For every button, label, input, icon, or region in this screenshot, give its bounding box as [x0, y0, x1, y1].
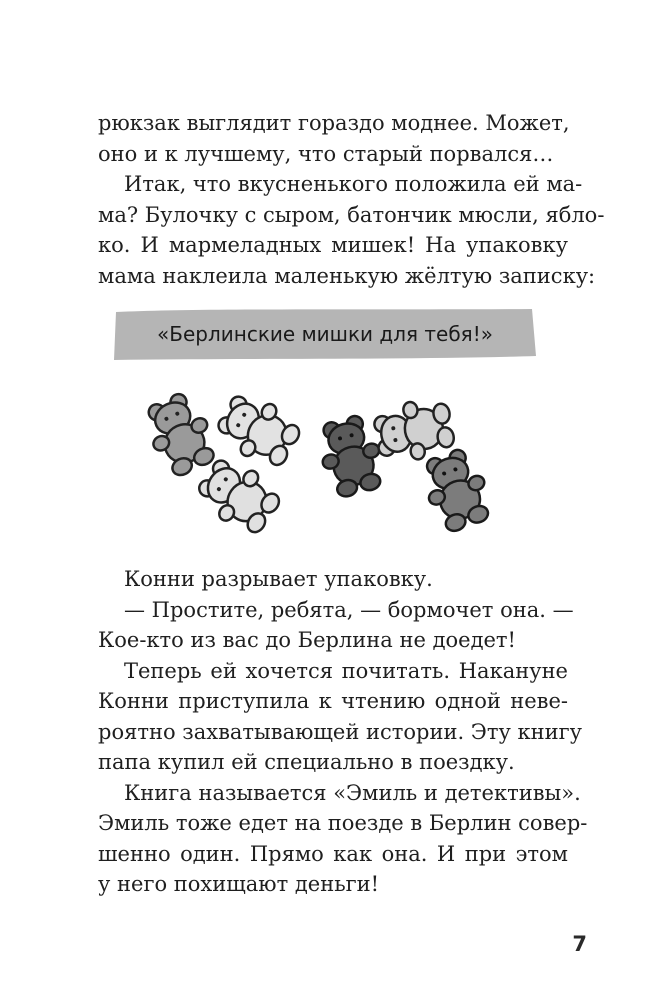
- text-line: Эмиль тоже едет на поезде в Берлин совер-: [98, 811, 588, 835]
- paragraph: [98, 169, 605, 291]
- text-line: рюкзак выглядит гораздо моднее. Может,: [98, 111, 570, 135]
- bottom-text: [98, 564, 588, 900]
- gummy-bears-illustration: [140, 390, 500, 540]
- text-line: у него похищают деньги!: [98, 872, 380, 896]
- note-text: «Берлинские мишки для тебя!»: [157, 322, 493, 346]
- text-line: папа купил ей специально в поездку.: [98, 750, 515, 774]
- gummy-bear-icon: [372, 396, 457, 466]
- text-line: Теперь ей хочется почитать. Накануне: [124, 658, 568, 683]
- page-number: 7: [572, 932, 587, 956]
- paragraph: [98, 778, 588, 900]
- text-line: Конни приступила к чтению одной неве-: [98, 689, 568, 713]
- text-line: ма? Булочку с сыром, батончик мюсли, ябло-: [98, 202, 605, 227]
- gummy-bear-icon: [416, 445, 496, 536]
- paragraph: [98, 108, 568, 169]
- text-line: Итак, что вкусненького положила ей ма-: [124, 172, 583, 196]
- text-line: оно и к лучшему, что старый порвался…: [98, 141, 554, 166]
- text-line: шенно один. Прямо как она. И при этом: [98, 841, 568, 866]
- text-line: Книга называется «Эмиль и детективы».: [124, 780, 581, 805]
- text-line: роятно захватывающей истории. Эту книгу: [98, 719, 583, 744]
- sticky-note: [112, 306, 538, 362]
- text-line: — Простите, ребята, — бормочет она. —: [124, 597, 574, 622]
- text-line: Конни разрывает упаковку.: [124, 567, 433, 591]
- text-line: Кое-кто из вас до Берлина не доедет!: [98, 628, 516, 652]
- paragraph: [98, 564, 568, 595]
- paragraph: [98, 595, 574, 656]
- top-text: [98, 108, 605, 291]
- gummy-bear-icon: [140, 390, 223, 481]
- text-line: мама наклеила маленькую жёлтую записку:: [98, 263, 596, 288]
- text-line: ко. И мармеладных мишек! На упаковку: [98, 233, 568, 257]
- paragraph: [98, 656, 583, 778]
